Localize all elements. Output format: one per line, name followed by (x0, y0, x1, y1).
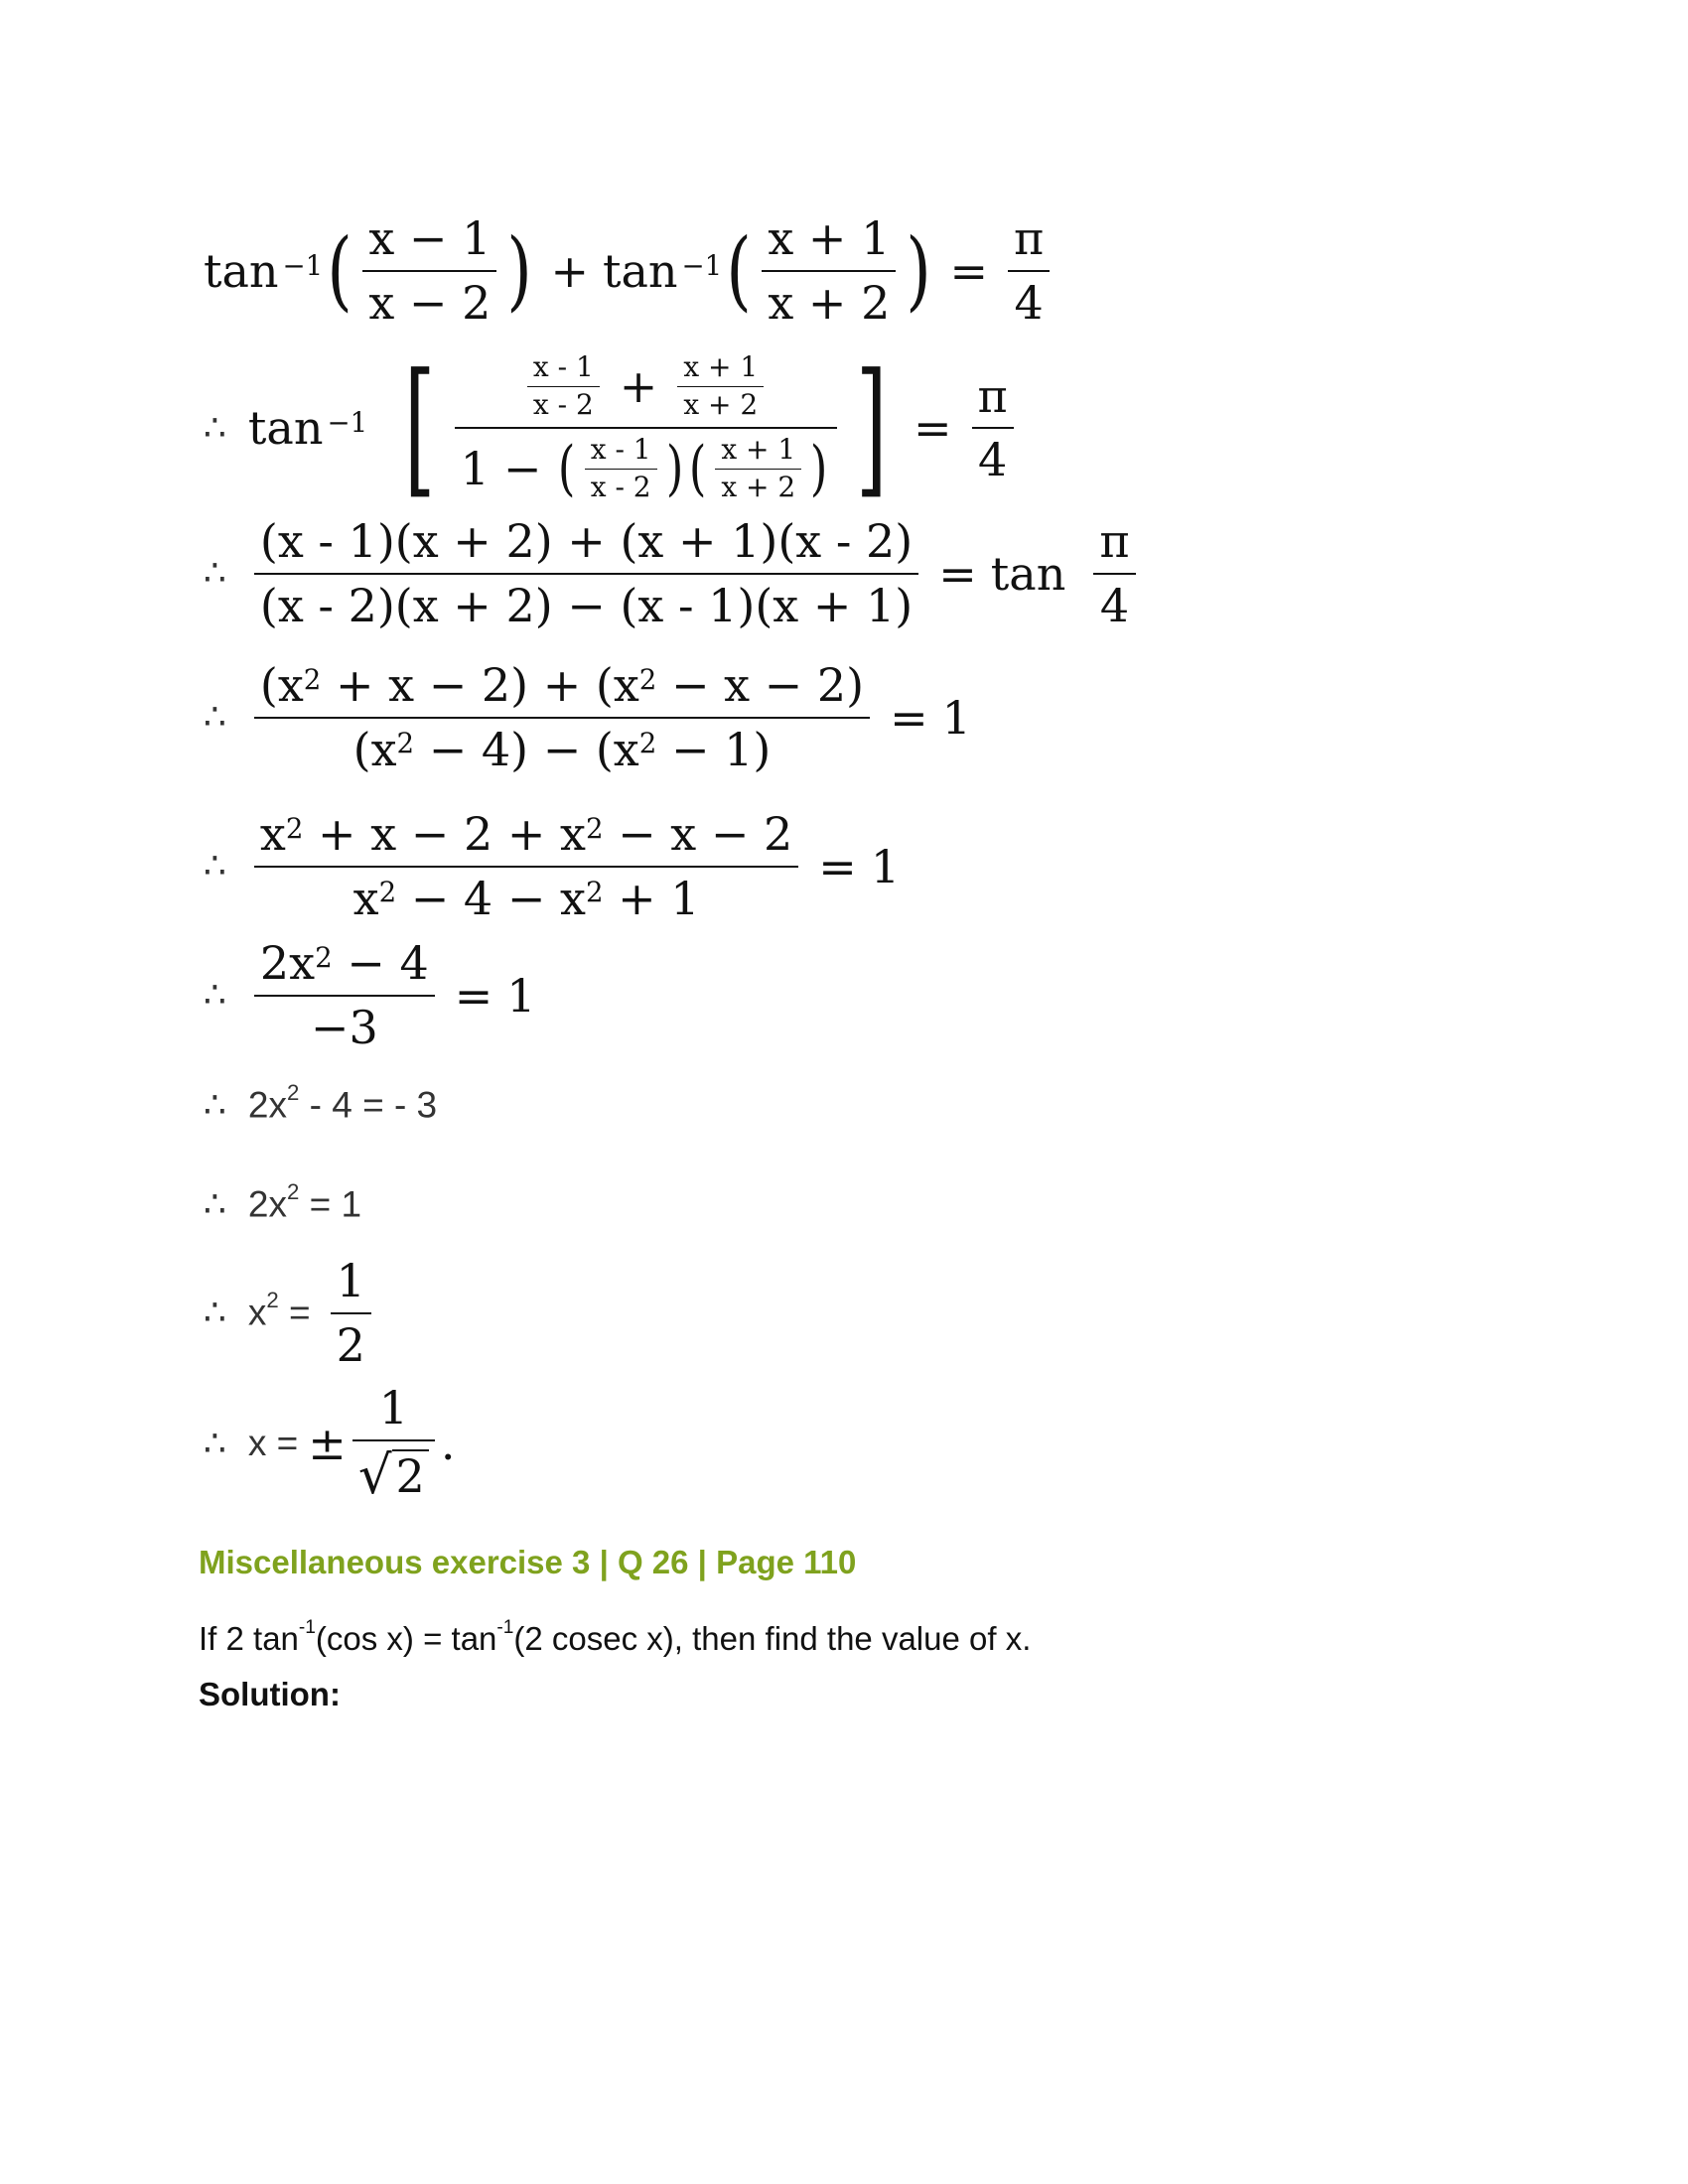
equation-step-6 (204, 938, 536, 1052)
equals-sign: = (890, 690, 928, 745)
denominator: x − 2 (368, 275, 492, 330)
fraction (715, 435, 801, 503)
rhs-value: 1 (941, 690, 971, 745)
denominator: 2 (336, 1317, 365, 1372)
denominator (352, 1444, 435, 1506)
denominator: x $^2$ − 4 − x $^2$ + 1 (352, 871, 700, 925)
numerator: x + 1 (768, 211, 891, 265)
plus-minus-sign: ± (308, 1417, 347, 1471)
exercise-heading: Miscellaneous exercise 3 | Q 26 | Page 110 (199, 1544, 857, 1580)
fraction (527, 352, 600, 421)
left-paren: ( (327, 218, 353, 321)
therefore-symbol: ∴ (204, 553, 226, 595)
equals-sign: = (454, 968, 493, 1023)
denominator: (x $^2$ − 4) − (x $^2$ − 1) (352, 722, 772, 776)
inverse-exponent: −1 (681, 248, 723, 282)
numerator: x - 1 (590, 433, 651, 467)
fraction-bar (677, 386, 764, 388)
right-bracket: ] (855, 341, 888, 513)
fraction (352, 1383, 435, 1505)
fraction (331, 1256, 371, 1370)
equation-step-2 (204, 341, 1020, 513)
equation-text: $2x^2 = 1$ (247, 1178, 362, 1225)
numerator: 1 (336, 1254, 365, 1307)
equation-step-8 (204, 1178, 362, 1225)
fraction-bar (1093, 573, 1135, 575)
fraction-bar (527, 386, 600, 388)
therefore-symbol: ∴ (204, 407, 226, 449)
fraction (254, 938, 435, 1052)
therefore-symbol: ∴ (204, 1423, 226, 1464)
tan-function: tan (603, 243, 678, 298)
left-paren: ( (688, 433, 707, 503)
right-paren: ) (906, 218, 932, 321)
fraction (362, 213, 496, 328)
plus-sign: + (550, 243, 589, 298)
fraction-bar (254, 995, 435, 997)
rhs-value: 1 (870, 839, 901, 893)
fraction-bar (254, 573, 918, 575)
fraction (455, 352, 837, 503)
numerator: π (1014, 211, 1045, 265)
denominator (455, 435, 837, 503)
fraction-bar (972, 427, 1014, 429)
tan-function: tan (990, 546, 1066, 601)
numerator: π (1099, 514, 1130, 568)
one: 1 (460, 442, 490, 496)
equation-step-5 (204, 809, 900, 923)
denominator: 4 (1014, 275, 1044, 330)
equation-text: $2x^2 - 4$ = - 3 (247, 1079, 438, 1126)
fraction-bar (331, 1312, 371, 1314)
fraction-bar (254, 866, 798, 868)
right-paren: ) (810, 433, 828, 503)
tan-function: tan (204, 243, 279, 298)
radicand: 2 (392, 1449, 429, 1502)
therefore-symbol: ∴ (204, 697, 226, 739)
fraction (1093, 516, 1135, 630)
question-part: If 2 tan (199, 1620, 299, 1657)
fraction (254, 809, 798, 923)
numerator: 1 (378, 1381, 408, 1434)
equation-step-9 (204, 1256, 377, 1370)
fraction (762, 213, 896, 328)
fraction-bar (715, 469, 801, 471)
equation-text: x = (247, 1423, 299, 1464)
therefore-symbol: ∴ (204, 1084, 226, 1126)
minus-sign: − (502, 442, 542, 496)
period: . (440, 1417, 456, 1471)
equation-step-4 (204, 660, 971, 774)
denominator: x + 2 (721, 471, 796, 504)
fraction-bar (362, 270, 496, 272)
numerator (515, 352, 775, 421)
numerator: x + 1 (721, 433, 796, 467)
denominator: x - 2 (532, 388, 594, 422)
fraction (254, 660, 870, 774)
question-superscript: -1 (496, 1617, 514, 1639)
right-paren: ) (665, 433, 684, 503)
therefore-symbol: ∴ (204, 975, 226, 1017)
equation-text: $x^2$ = (247, 1287, 311, 1333)
question-superscript: -1 (298, 1617, 316, 1639)
fraction-bar (254, 717, 870, 719)
square-root-sign: √ (357, 1444, 392, 1506)
denominator: −3 (310, 1000, 378, 1054)
fraction (585, 435, 657, 503)
numerator: (x - 1)(x + 2) + (x + 1)(x - 2) (259, 514, 914, 568)
fraction-bar (1008, 270, 1050, 272)
equation-step-7 (204, 1079, 438, 1126)
equals-sign: = (818, 839, 857, 893)
numerator: x − 1 (368, 211, 492, 265)
left-paren: ( (726, 218, 753, 321)
therefore-symbol: ∴ (204, 846, 226, 887)
fraction (1008, 213, 1050, 328)
numerator: 2x $^2$ − 4 (259, 936, 429, 990)
equals-sign: = (913, 401, 952, 456)
numerator: π (977, 368, 1008, 423)
numerator: (x $^2$ + x − 2) + (x $^2$ − x − 2) (259, 658, 865, 712)
inverse-exponent: −1 (327, 406, 368, 440)
inverse-exponent: −1 (282, 248, 324, 282)
equals-sign: = (949, 243, 988, 298)
solution-label: Solution: (199, 1676, 341, 1712)
fraction-bar (455, 427, 837, 429)
fraction-bar (762, 270, 896, 272)
equation-step-1 (204, 213, 1055, 328)
fraction-bar (585, 469, 657, 471)
fraction (972, 368, 1014, 487)
denominator: x + 2 (683, 388, 759, 422)
question-text (199, 1617, 1032, 1658)
therefore-symbol: ∴ (204, 1293, 226, 1334)
question-part: (2 cosec x), then find the value of x. (513, 1620, 1032, 1657)
denominator: (x - 2)(x + 2) − (x - 1)(x + 1) (259, 578, 914, 632)
fraction-bar (352, 1439, 435, 1441)
equation-step-3 (204, 516, 1142, 630)
left-paren: ( (558, 433, 576, 503)
rhs-value: 1 (506, 968, 536, 1023)
denominator: x + 2 (768, 275, 891, 330)
numerator: x $^2$ + x − 2 + x $^2$ − x − 2 (259, 807, 793, 861)
question-part: (cos x) = tan (315, 1620, 497, 1657)
tan-function: tan (247, 401, 324, 456)
numerator: x - 1 (532, 350, 594, 383)
fraction (254, 516, 918, 630)
right-paren: ) (506, 218, 533, 321)
denominator: 4 (1099, 578, 1130, 632)
left-bracket: [ (404, 341, 436, 513)
plus-sign: + (619, 359, 658, 414)
numerator: x + 1 (683, 350, 759, 383)
denominator: x - 2 (590, 471, 651, 504)
equals-sign: = (938, 546, 977, 601)
therefore-symbol: ∴ (204, 1183, 226, 1225)
fraction (677, 352, 764, 421)
denominator: 4 (977, 433, 1008, 487)
equation-step-10 (204, 1383, 455, 1505)
